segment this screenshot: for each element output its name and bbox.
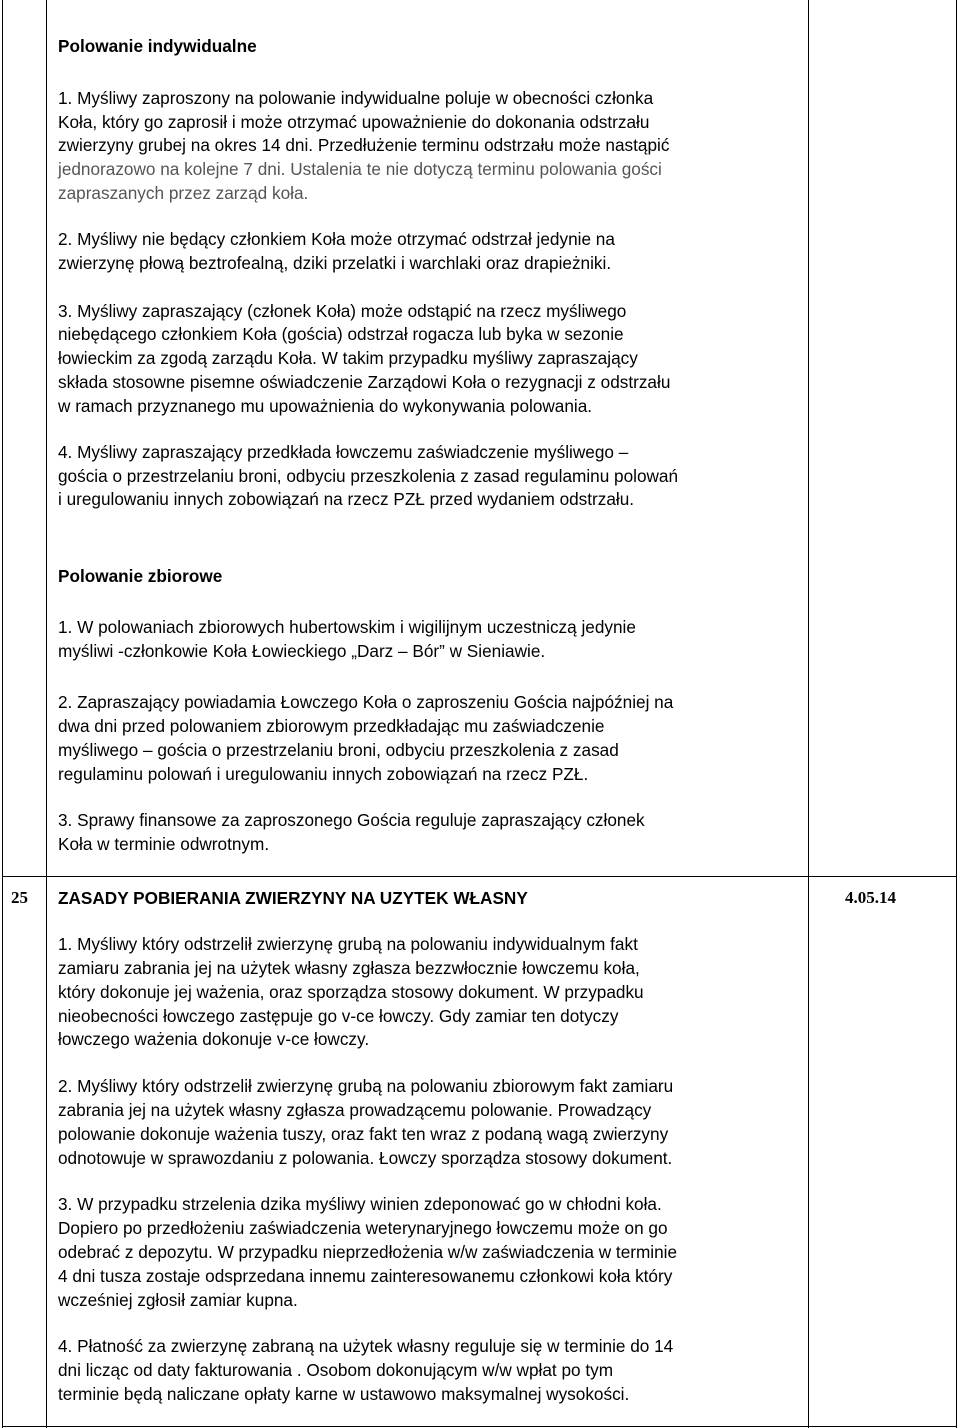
text-line: 4. Myśliwy zapraszający przedkłada łowczemu zaświadczenie myśliwego –: [58, 442, 629, 462]
text-line: odnotowuje w sprawozdaniu z polowania. Łowczy sporządza stosowy dokument.: [58, 1148, 673, 1168]
text-line: dwa dni przed polowaniem zbiorowym przedkładając mu zaświadczenie: [58, 716, 605, 736]
text-line: nieobecności łowczego zastępuje go v-ce łowczy. Gdy zamiar ten dotyczy: [58, 1006, 619, 1026]
text-line: polowanie dokonuje ważenia tuszy, oraz fakt ten wraz z podaną wagą zwierzyny: [58, 1124, 669, 1144]
heading-zasady-pobierania: ZASADY POBIERANIA ZWIERZYNY NA UZYTEK WŁASNY: [58, 888, 528, 908]
table-border-right: [956, 0, 957, 1428]
row-separator: [2, 876, 957, 877]
row-number: 25: [11, 888, 28, 907]
text-line: zamiaru zabrania jej na użytek własny zgłasza bezzwłocznie łowczemu koła,: [58, 958, 640, 978]
text-line: Koła, który go zaprosił i może otrzymać upoważnienie do dokonania odstrzału: [58, 112, 650, 132]
heading-polowanie-zbiorowe: Polowanie zbiorowe: [58, 566, 223, 586]
text-line: zapraszanych przez zarząd koła.: [58, 183, 309, 203]
text-line: zwierzynę płową beztrofealną, dziki przelatki i warchlaki oraz drapieżniki.: [58, 253, 612, 273]
text-line: łowieckim za zgodą zarządu Koła. W takim przypadku myśliwy zapraszający: [58, 348, 638, 368]
table-border-bottom: [2, 1426, 957, 1427]
row-date: 4.05.14: [845, 888, 896, 907]
text-line: 4 dni tusza zostaje odsprzedana innemu zainteresowanemu członkowi koła który: [58, 1266, 673, 1286]
text-line: wcześniej zgłosił zamiar kupna.: [58, 1290, 298, 1310]
text-line: 2. Zapraszający powiadamia Łowczego Koła o zaproszeniu Gościa najpóźniej na: [58, 692, 674, 712]
text-line: 3. Myśliwy zapraszający (członek Koła) może odstąpić na rzecz myśliwego: [58, 301, 627, 321]
text-line: 2. Myśliwy nie będący członkiem Koła może otrzymać odstrzał jedynie na: [58, 229, 615, 249]
text-line: dni licząc od daty fakturowania . Osobom dokonującym w/w wpłat po tym: [58, 1360, 614, 1380]
table-border-col1: [46, 0, 47, 1428]
text-line: 1. W polowaniach zbiorowych hubertowskim i wigilijnym uczestniczą jedynie: [58, 617, 636, 637]
text-line: Dopiero po przedłożeniu zaświadczenia weterynaryjnego łowczemu może on go: [58, 1218, 668, 1238]
text-line: regulaminu polowań i uregulowaniu innych zobowiązań na rzecz PZŁ.: [58, 764, 589, 784]
text-line: odebrać z depozytu. W przypadku nieprzedłożenia w/w zaświadczenia w terminie: [58, 1242, 678, 1262]
text-line: myśliwego – gościa o przestrzelaniu broni, odbyciu przeszkolenia z zasad: [58, 740, 619, 760]
text-line: zabrania jej na użytek własny zgłasza prowadzącemu polowanie. Prowadzący: [58, 1100, 652, 1120]
text-line: w ramach przyznanego mu upoważnienia do wykonywania polowania.: [58, 396, 593, 416]
text-line: łowczego ważenia dokonuje v-ce łowczy.: [58, 1029, 370, 1049]
text-line: 1. Myśliwy który odstrzelił zwierzynę grubą na polowaniu indywidualnym fakt: [58, 934, 638, 954]
text-line: niebędącego członkiem Koła (gościa) odstrzał rogacza lub byka w sezonie: [58, 324, 624, 344]
text-line: 2. Myśliwy który odstrzelił zwierzynę grubą na polowaniu zbiorowym fakt zamiaru: [58, 1076, 674, 1096]
text-line: terminie będą naliczane opłaty karne w ustawowo maksymalnej wysokości.: [58, 1384, 630, 1404]
text-line: gościa o przestrzelaniu broni, odbyciu przeszkolenia z zasad regulaminu polowań: [58, 466, 679, 486]
text-line: Koła w terminie odwrotnym.: [58, 834, 270, 854]
text-line: 3. Sprawy finansowe za zaproszonego Gościa reguluje zapraszający członek: [58, 810, 645, 830]
text-line: który dokonuje jej ważenia, oraz sporządza stosowy dokument. W przypadku: [58, 982, 644, 1002]
text-line: składa stosowne pisemne oświadczenie Zarządowi Koła o rezygnacji z odstrzału: [58, 372, 671, 392]
text-line: 3. W przypadku strzelenia dzika myśliwy winien zdeponować go w chłodni koła.: [58, 1194, 662, 1214]
heading-polowanie-indywidualne: Polowanie indywidualne: [58, 36, 257, 56]
text-line: myśliwi -członkowie Koła Łowieckiego „Darz – Bór” w Sieniawie.: [58, 641, 546, 661]
text-line: jednorazowo na kolejne 7 dni. Ustalenia te nie dotyczą terminu polowania gości: [58, 159, 662, 179]
text-line: zwierzyny grubej na okres 14 dni. Przedłużenie terminu odstrzału może nastąpić: [58, 135, 670, 155]
text-line: i uregulowaniu innych zobowiązań na rzecz PZŁ przed wydaniem odstrzału.: [58, 489, 635, 509]
table-border-left: [2, 0, 3, 1428]
text-line: 4. Płatność za zwierzynę zabraną na użytek własny reguluje się w terminie do 14: [58, 1336, 674, 1356]
table-border-col2: [808, 0, 809, 1428]
text-line: 1. Myśliwy zaproszony na polowanie indywidualne poluje w obecności członka: [58, 88, 654, 108]
